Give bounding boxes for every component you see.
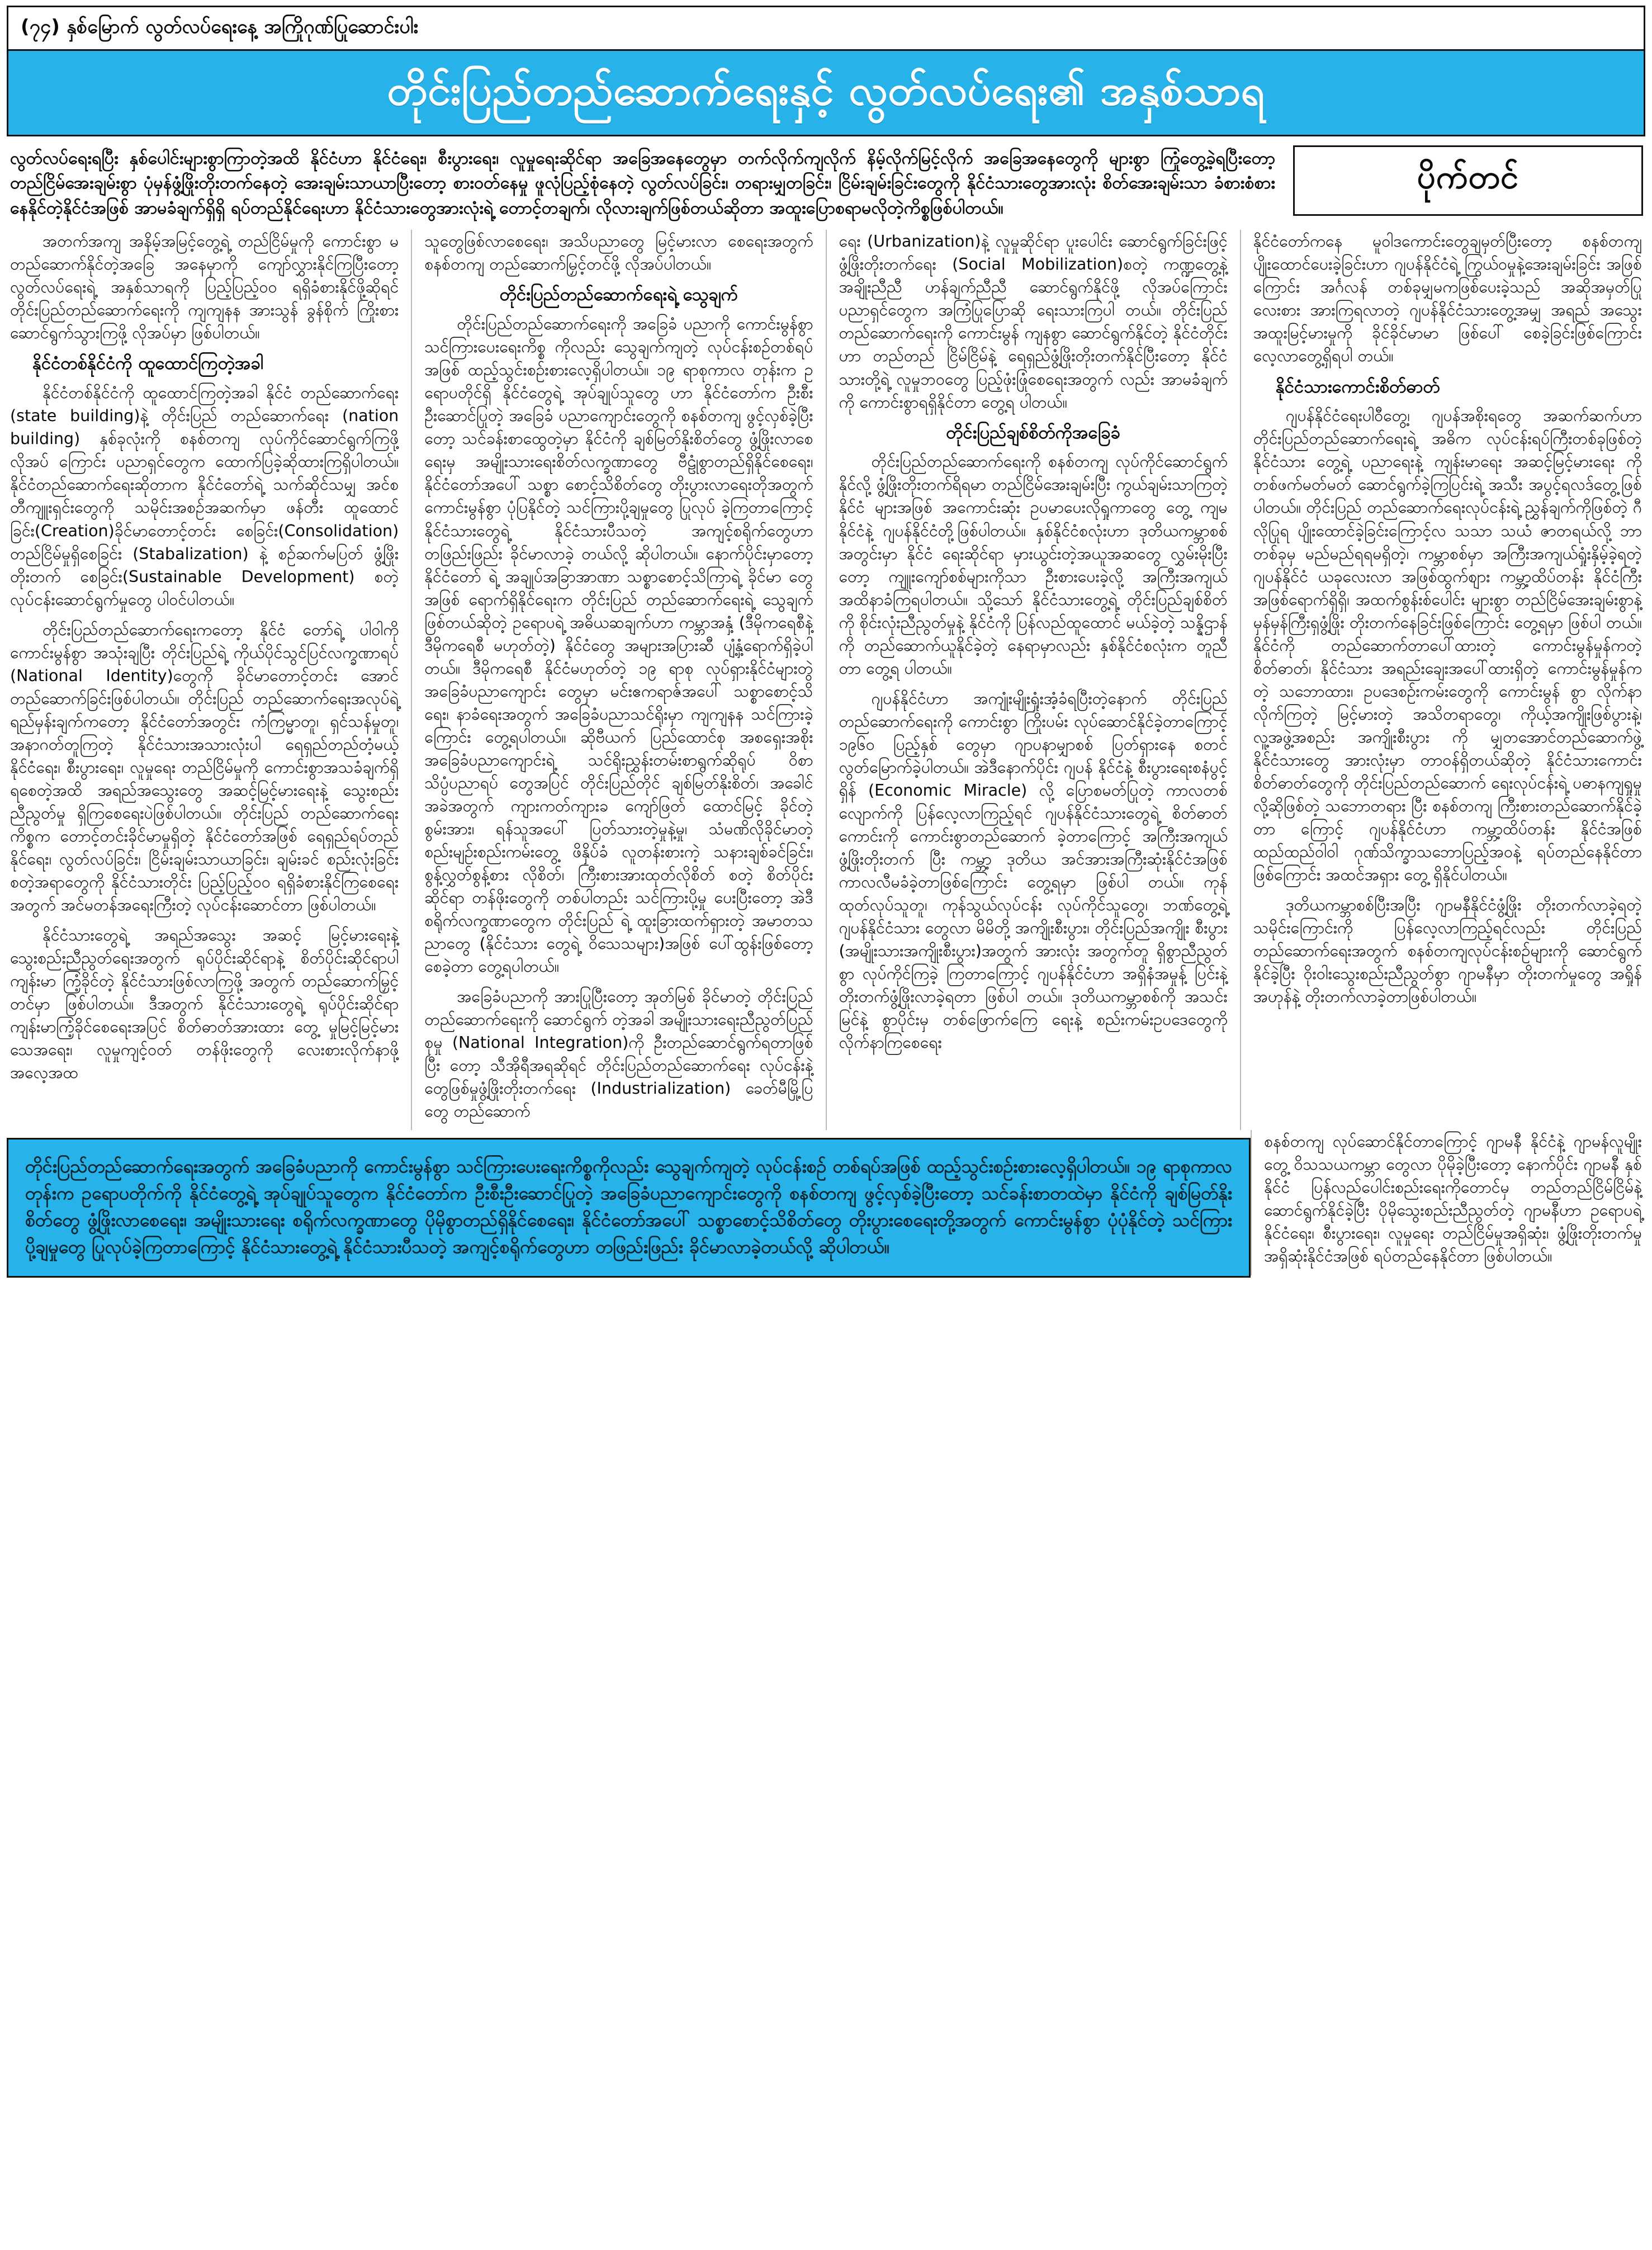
section-heading: နိုင်ငံတစ်နိုင်ငံကို ထူထောင်ကြတဲ့အခါ (32, 353, 264, 374)
standfirst-text: လွတ်လပ်ရေးရပြီး နှစ်ပေါင်းများစွာကြာတဲ့အထိ နိုင်ငံဟာ နိုင်ငံရေး၊ စီးပွားရေး၊ လူမှုရေးဆိုင်ရာ အခြေအနေတွေမှာ တက်လိုက်ကျလိုက် နိမ့်လိုက်မြင့်လိုက် အခြေအနေတွေကို များစွာ ကြုံတွေ့ခဲ့ရပြီးတော့ တည်ငြိမ်အေးချမ်းစွာ ပုံမှန်ဖွံ့ဖြိုးတိုးတက်နေတဲ့ အေးချမ်းသာယာပြီးတော့ စားဝတ်နေမှု ဖူလုံပြည့်စုံနေတဲ့ လွတ်လပ်ခြင်း၊ တရားမျှတခြင်း၊ ငြိမ်းချမ်းခြင်းတွေကို နိုင်ငံသားတွေအားလုံး စိတ်အေးချမ်းသာ ခံစားစံစားနေနိုင်တဲ့နိုင်ငံအဖြစ် အာမခံချက်ရှိရှိ ရပ်တည်နိုင်ရေးဟာ နိုင်ငံသားတွေအားလုံးရဲ့ တောင့်တချက်၊ လိုလားချက်ဖြစ်တယ်ဆိုတာ အထူးပြောစရာမလိုတဲ့ကိစ္စဖြစ်ပါတယ်။ (10, 148, 1275, 218)
paragraph: နိုင်ငံတစ်နိုင်ငံကို ထူထောင်ကြတဲ့အခါ နိုင်ငံ တည်ဆောက်ရေး (state building)နဲ့ တိုင်းပြည် တည်ဆောက်ရေး (nation building) နှစ်ခုလုံးကို စနစ်တကျ လုပ်ကိုင်ဆောင်ရွက်ကြဖို့ လိုအပ် ကြောင်း ပညာရှင်တွေက ထောက်ပြခဲ့ဆိုထားကြရှိပါတယ်။ နိုင်ငံတည်ဆောက်ရေးဆိုတာက နိုင်ငံတော်ရဲ့ သက်ဆိုင်သမျှ အင်စတီကျူးရှင်းတွေကို သမိုင်းအစဉ်အဆက်မှာ ဖန်တီး ထူထောင်ခြင်း(Creation)ခိုင်မာတောင့်တင်း စေခြင်း(Consolidation) တည်ငြိမ်မှုရှိစေခြင်း (Stabalization) နဲ့ စဉ်ဆက်မပြတ် ဖွံ့ဖြိုးတိုးတက် စေခြင်း(Sustainable Development) စတဲ့ လုပ်ငန်းဆောင်ရွက်မှုတွေ ပါဝင်ပါတယ်။ (10, 384, 399, 609)
paragraph: အတက်အကျ အနိမ့်အမြင့်တွေ့ရဲ့ တည်ငြိမ်မှုကို ကောင်းစွာ မတည်ဆောက်နိုင်တဲ့အခြေ အနေမှာကို ကျော်လွှားနိုင်ကြပြီးတော့ လွတ်လပ်ရေးရဲ့ အနှစ်သာရကို ပြည့်ပြည့်ဝဝ ရရှိခံစားနိုင်ဖို့ဆိုရင် တိုင်းပြည်တည်ဆောက်ရေးကို ကျကျနန အားသွန် ခွန်စိုက် ကြိုးစားဆောင်ရွက်သွားကြဖို့ လိုအပ်မှာ ဖြစ်ပါတယ်။ (10, 232, 399, 343)
paragraph: ဂျပန်နိုင်ငံဟာ အကျုံးမျိုးရှုံးအံ့ခံရပြီးတဲ့နောက် တိုင်းပြည်တည်ဆောက်ရေးကို ကောင်းစွာ ကြိုးပမ်း လုပ်ဆောင်နိုင်ခဲ့တာကြောင့် ၁၉၆၀ ပြည့်နှစ် တွေမှာ ဂျာပနာမျှာစစ် ပြတ်ရှားနေ စတင် လွတ်မြောက်ခဲ့ပါတယ်။ အဲဒီနောက်ပိုင်း ဂျပန် နိုင်ငံနဲ့ စီးပွားရေးစနံပွင့်ရှိန် (Economic Miracle) လို့ ပြောစမတ်ပြုတဲ့ ကာလတစ်လျောက်ကို ပြန်လေ့လာကြည့်ရင် ဂျပန်နိုင်ငံသားတွေရဲ့ စိတ်ဓာတ်ကောင်းကို ကောင်းစွာတည်ဆောက် ခဲ့တာကြောင့် အကြီးအကျယ် ဖွံ့ဖြိုးတိုးတက် ပြီး ကမ္ဘာ့ ဒုတိယ အင်အားအကြီးဆုံးနိုင်ငံအဖြစ် ကာလလီမခံခဲ့တာဖြစ်ကြောင်း တွေ့ရမှာ ဖြစ်ပါ တယ်။ ကုန်ထုတ်လုပ်သူတူ၊ ကုန်သွယ်လုပ်ငန်း လုပ်ကိုင်သူတွေ၊ ဘဏ်တွေ့ရဲ့ ဂျပန်နိုင်ငံသား တွေလာ မိမိတို့ အကျိုးစီးပွား၊ တိုင်းပြည်အကျိုး စီးပွား (အမျိုးသားအကျိုးစီးပွား)အတွက် အားလုံး အတွက်တူ ရှိစွာညီညွတ်စွာ လုပ်ကိုင်ကြခဲ့ ကြတာကြောင့် ဂျပန်နိုင်ငံဟာ အရှိနံအမှုန့် ပြင်းနဲ့ တိုးတက်ဖွံ့ဖြိုးလာခဲ့ရတာ ဖြစ်ပါ တယ်။ ဒုတိယကမ္ဘာစစ်ကို အသင်းမြင်နဲ့ စွာပိုင်းမှ တစ်ဖြောက်ကြေ ရေးနဲ့ စည်းကမ်းဥပဒေတွေကို လိုက်နာကြစေရေး (839, 689, 1228, 1052)
paragraph: သူတွေဖြစ်လာစေရေး၊ အသိပညာတွေ မြင့်မားလာ စေရေးအတွက် စနစ်တကျ တည်ဆောက်မြှင့်တင်ဖို့ လိုအပ်ပါတယ်။ (424, 232, 813, 274)
pullquote-box (7, 1138, 1251, 1278)
standfirst-row (7, 142, 1645, 227)
section-heading: နိုင်ငံသားကောင်းစိတ်ဓာတ် (1275, 376, 1440, 397)
paragraph: တိုင်းပြည်တည်ဆောက်ရေးကို အခြေခံ ပညာကို ကောင်းမွန်စွာ သင်ကြားပေးရေးကိစ္စ ကိုလည်း သွေချက်ကျတဲ့ လုပ်ငန်းစဉ်တစ်ရပ်အဖြစ် ထည့်သွင်းစဉ်းစားလေ့ရှိပါတယ်။ ၁၉ ရာစုကာလ တုန်းက ဥရောပတိုင်ရှိ နိုင်ငံတွေရဲ့ အုပ်ချုပ်သူတွေ ဟာ နိုင်ငံတော်က ဦးစီးဦးဆောင်ပြုတဲ့ အခြေခံ ပညာကျောင်းတွေကို စနစ်တကျ ဖွင့်လှစ်ခဲ့ပြီးတော့ သင်ခန်းစာထွေတဲ့မှာ နိုင်ငံကို ချစ်မြတ်နိုးစိတ်တွေ ဖွံ့ဖြိုးလာစေရေးမှ အမျိုးသားရေးစိတ်လက္ခဏာတွေ ဗီဠုံစွာတည်ရှိနိုင်စေရေး၊ နိုင်ငံတော်အပေါ် သစ္စာ စောင့်သိစိတ်တွေ တိုးပွားလာရေးတိုအတွက် ကောင်းမွန်စွာ ပုံပြနိုင်တဲ့ သင်ကြားပို့ချမှုတွေ ပြုလုပ် ခဲ့ကြတာကြောင့် နိုင်ငံသားတွေရဲ့ နိုင်ငံသားပီသတဲ့ အကျင့်စရိုက်တွေဟာ တဖြည်းဖြည်း ခိုင်မာလာခဲ့ တယ်လို့ ဆိုပါတယ်။ နောက်ပိုင်းမှာတော့ နိုင်ငံတော် ရဲ့ အချုပ်အခြာအာဏာ သစ္စာစောင့်သိကြာရဲ့ ခိုင်မာ တွေအဖြစ် ရောက်ရှိနိုင်ရေးက တိုင်းပြည် တည်ဆောက်ရေးရဲ့ သွေချက်ဖြစ်တယ်ဆိုတဲ့ ဥရောပရဲ့ အဓိယဆချက်ဟာ ကမ္ဘာအနှံ့ (ဒီမိုကရေစီနဲ့ ဒီမိုကရေစီ မဟုတ်တဲ့) နိုင်ငံတွေ အများအပြားဆီ ပျံ့နှံ့ရောက်ရှိခဲ့ပါတယ်။ ဒီမိုကရေစီ နိုင်ငံမဟုတ်တဲ့ ၁၉ ရာစု လုပ်ရှားနိုင်ငံများတွဲ အခြေခံပညာကျောင်း တွေမှာ မင်းဧကရာဇ်အပေါ် သစ္စာစောင့်သိရေး၊ နာခံရေးအတွက် အခြေခံပညာသင်ရိုးမှာ ကျကျနန သင်ကြားခဲ့ကြောင်း တွေ့ရပါတယ်။ ဆိုဗီယက် ပြည်ထောင်စု အစရှေးအစိုးအခြေခံပညာကျောင်းရဲ့ သင်ရိုးညွှန်းတမ်းစာရွက်ဆိုရုပ် ဝိစာ သိပ္ပံပညာရပ် တွေအပြင် တိုင်းပြည်တိုင် ချစ်မြတ်နိုးစိတ်၊ အခေါင် အခဲအတွက် ကျားကတ်ကျားခ ကျော်ဖြတ် ထောင်မြင့် ခိုင်တဲ့ စွမ်းအား၊ ရန်သူအပေါ် ပြတ်သားတဲ့မှုနဲ့မှု၊ သံမဏိလိုခိုင်မာတဲ့ စည်းမျဉ်းစည်းကမ်းတွေ့ ဖိနှိပ်ခံ လူတန်းစားကဲ့ သနားချစ်ခင်ခြင်း၊ စွန့်လွှတ်စွန့်စား လိုစိတ်၊ ကြီးစားအားထုတ်လိုစိတ် စတဲ့ စိတ်ပိုင်း ဆိုင်ရာ တန်ဖိုးတွေကို တစ်ပါတည်း သင်ကြားပို့မှု ပေးပြီးတော့ အဲဒီစရိုက်လက္ခဏာတွေက တိုင်းပြည် ရဲ့ ထူးခြားထက်ရှားတဲ့ အမာတသညာတွေ (နိုင်ငံသား တွေရဲ့ ဝိသေသများ)အဖြစ် ပေါ်ထွန်းဖြစ်တော့ စေခဲ့တာ တွေ့ရပါတယ်။ (424, 315, 813, 976)
page-title: တိုင်းပြည်တည်ဆောက်ရေးနှင့် လွတ်လပ်ရေး၏ အနှစ်သာရ (387, 66, 1265, 115)
kicker-text: (၇၄) နှစ်မြောက် လွတ်လပ်ရေးနေ့ အကြိုဂုဏ်ပြုဆောင်းပါး (21, 16, 419, 38)
paragraph: အခြေခံပညာကို အားပြုပြီးတော့ အုတ်မြစ် ခိုင်မာတဲ့ တိုင်းပြည်တည်ဆောက်ရေးကို ဆောင်ရွက် တဲ့အခါ အမျိုးသားရေးညီညွတ်ပြည်စုမှု (National Integration)ကို ဦးတည်ဆောင်ရွက်ရတာဖြစ်ပြီး တော့ သီအိုရီအရဆိုရင် တိုင်းပြည်တည်ဆောက်ရေး လုပ်ငန်းနဲ့ တွေဖြစ်မှုဖွံ့ဖြိုးတိုးတက်ရေး (Industrialization) ခေတ်မီမြို့ပြတွေ တည်ဆောက် (424, 987, 813, 1121)
article-column-1 (7, 230, 412, 1130)
paragraph: ဂျပန်နိုင်ငံရေးပါဝီတွေ့၊ ဂျပန်အစိုးရတွေ အဆက်ဆက်ဟာ တိုင်းပြည်တည်ဆောက်ရေးရဲ့ အဓိက လုပ်ငန်းရပ်ကြီးတစ်ခုဖြစ်တဲ့ နိုင်ငံသား တွေ့ရဲ့ ပညာရေးနဲ့ ကျန်းမာရေး အဆင့်မြင့်မားရေး ကို တစ်ဖက်မတ်မတ် ဆောင်ရွက်ခဲ့ကြပြင်းရဲ့ အသီး အပွင့်ရလဒ်တွေ့ဖြစ်ပါတယ်။ တိုင်းပြည် တည်ဆောက်ရေးလုပ်ငန်းရဲ့ ညွှန်ချက်ကိုဖြစ်တဲ့ ဂီလိုပြုရ ပျိုးထောင်ခဲ့ခြင်းကြောင့်လ သသာ သယံ ဇာတရယ်လို့ ဘာတစ်ခုမှ မည်မည်ရရမရှိတဲ့၊ ကမ္ဘာစစ်မှာ အကြီးအကျယ်ရှုံးနှိမ့်ခဲ့ရတဲ့ ဂျပန်နိုင်ငံ ယခုလေးလာ အဖြစ်ထွက်စျား ကမ္ဘာ့ထိပ်တန်း နိုင်ငံကြီးအဖြစ်ရောက်ရှိရှိ၊ အထက်စွန်းစ်ပေါင်း များစွာ တည်ငြိမ်အေးချမ်းစွာနဲ့ မှန်မှန်ကြီးရှဖွံ့ဖြိုး တိုးတက်နေခြင်းဖြစ်ကြောင်း တွေ့ရမှာ ဖြစ်ပါ တယ်။ နိုင်ငံကို တည်ဆောက်တာပေါ်ထားတဲ့ ကောင်းမွန်မှုန်ကတဲ့ စိတ်ဓာတ်၊ နိုင်ငံသား အရည်းချေးအပေါ်ထားရှိတဲ့ ကောင်းမွန်မှုန်ကတဲ့ သဘောထား၊ ဥပဒေစဉ်းကမ်းတွေကို ကောင်းမွန် စွာ လိုက်နာလိုက်ကြတဲ့ မြင့်မားတဲ့ အသိတရာတွေ၊ ကိုယ့်အကျိုးဖြစ်ပွားနဲ့၊ လူ့အဖွဲ့အစည်း အကျိုးစီးပွား ကို မျှတအောင်တည်ဆောက်ဖွဲ့ နိုင်ငံသားတွေ အားလုံးမှာ တာဝန်ရှိတယ်ဆိုတဲ့ နိုင်ငံသားကောင်း စိတ်ဓာတ်တွေကို တိုင်းပြည်တည်ဆောက် ရေးလုပ်ငန်းရဲ့ ပဓာနကျရှုမှုလို့ဆိုဖြစ်တဲ့ သဘောတရား ပြီး စနစ်တကျ ကြီးစားတည်ဆောက်နိုင်ခဲ့တာ ကြောင့် ဂျပန်နိုင်ငံဟာ ကမ္ဘာ့ထိပ်တန်း နိုင်ငံအဖြစ် ထည်ထည်ဝါဝါ ဂုဏ်သိက္ခာသဘောပြည့်အဝနဲ့ ရပ်တည်နေနိုင်တာဖြစ်ကြောင်း အထင်အရှား တွေ့ ရှိနိုင်ပါတယ်။ (1253, 406, 1642, 884)
article-column-3 (827, 230, 1241, 1130)
section-heading: တိုင်းပြည်တည်ဆောက်ရေးရဲ့ သွေချက် (499, 285, 739, 305)
section-heading: တိုင်းပြည်ချစ်စိတ်ကိုအခြေခံ (946, 422, 1121, 443)
article-body (7, 229, 1645, 1130)
paragraph: စနစ်တကျ လုပ်ဆောင်နိုင်တာကြောင့် ဂျာမနီ နိုင်ငံနဲ့ ဂျာမန်လူမျိုးတွေ့ ဝိသသယကမ္ဘာ တွေလာ ပိုမိုခဲ့ပြီးတော့ နောက်ပိုင်း ဂျာမနီ နှစ်နိုင်ငံ ပြန်လည်ပေါင်းစည်းရေးကိုတောင်မှ တည်တည်ငြိမ်ငြိမ်နဲ့ ဆောင်ရွက်နိုင်ခဲ့ပြီး ပိုမိုသွေးစည်းညီညွတ်တဲ့ ဂျာမနီဟာ ဥရောပရဲ့ နိုင်ငံရေး၊ စီးပွားရေး၊ လူမှုရေး တည်ငြိမ်မှုအရှိဆုံး၊ ဖွံ့ဖြိုးတိုးတက်မှု အရှိဆုံးနိုင်ငံအဖြစ် ရပ်တည်နေနိုင်တာ ဖြစ်ပါတယ်။ (1264, 1132, 1642, 1266)
pullquote-text: တိုင်းပြည်တည်ဆောက်ရေးအတွက် အခြေခံပညာကို ကောင်းမွန်စွာ သင်ကြားပေးရေးကိစ္စကိုလည်း သွေချက်ကျတဲ့ လုပ်ငန်းစဉ် တစ်ရပ်အဖြစ် ထည့်သွင်းစဉ်းစားလေ့ရှိပါတယ်။ ၁၉ ရာစုကာလတုန်းက ဥရောပတိုက်ကို နိုင်ငံတွေ့ရဲ့ အုပ်ချုပ်သူတွေက နိုင်ငံတော်က ဦးစီးဦးဆောင်ပြုတဲ့ အခြေခံပညာကျောင်းတွေကို စနစ်တကျ ဖွင့်လှစ်ခဲ့ပြီးတော့ သင်ခန်းစာတထဲမှာ နိုင်ငံကို ချစ်မြတ်နိုးစိတ်တွေ ဖွံ့ဖြိုးလာစေရေး၊ အမျိုးသားရေး စရိုက်လက္ခဏာတွေ ပိုမိုစွာတည်ရှိနိုင်စေရေး၊ နိုင်ငံတော်အပေါ် သစ္စာစောင့်သိစိတ်တွေ တိုးပွားစေရေးတို့အတွက် ကောင်းမွန်စွာ ပုံပုံနိုင်တဲ့ သင်ကြားပို့ချမှုတွေ ပြုလုပ်ခဲ့ကြတာကြောင့် နိုင်ငံသားတွေ့ရဲ့ နိုင်ငံသားပီသတဲ့ အကျင့်စရိုက်တွေဟာ တဖြည်းဖြည်း ခိုင်မာလာခဲ့တယ်လို့ ဆိုပါတယ်။ (25, 1156, 1232, 1258)
paragraph: နိုင်ငံသားတွေရဲ့ အရည်အသွေး အဆင့် မြင့်မားရေးနဲ့ သွေးစည်းညီညွတ်ရေးအတွက် ရုပ်ပိုင်းဆိုင်ရာနဲ့ စိတ်ပိုင်းဆိုင်ရာပါ ကျန်းမာ ကြံ့ခိုင်တဲ့ နိုင်ငံသားဖြစ်လာကြဖို့ အတွက် တည်ဆောက်မြှင့်တင်မှာ ဖြစ်ပါတယ်။ ဒီအတွက် နိုင်ငံသားတွေရဲ့ ရုပ်ပိုင်းဆိုင်ရာ ကျန်းမာကြံ့ခိုင်စေရေးအပြင် စိတ်ဓာတ်အားထား တွေ့ မှုမြင့်မြင့်မားသေအရေး၊ လူမှုကျင့်ဝတ် တန်ဖိုးတွေကို လေးစားလိုက်နာဖို့ အလေ့အထ (10, 926, 399, 1083)
paragraph: ဒုတိယကမ္ဘာစစ်ပြီးအပြီး ဂျာမနီနိုင်ငံဖွံ့ဖြိုး တိုးတက်လာခဲ့ရတဲ့ သမိုင်းကြောင်းကို ပြန်လေ့လာကြည့်ရင်လည်း တိုင်းပြည် တည်ဆောက်ရေးအတွက် စနစ်တကျလုပ်ငန်းစဉ်များကို ဆောင်ရွက်နိုင်ခဲ့ပြီး ဝိုးဝါးသွေးစည်းညီညွတ်စွာ ဂျာမနီမှာ တိုးတက်မှုတွေ အရှိုန်အဟုန်နဲ့ တိုးတက်လာခဲ့တာဖြစ်ပါတယ်။ (1253, 896, 1642, 1006)
masthead (7, 49, 1645, 136)
article-column-2 (412, 230, 826, 1130)
pullquote-column (7, 1130, 1251, 1278)
paragraph: တိုင်းပြည်တည်ဆောက်ရေးကို စနစ်တကျ လုပ်ကိုင်ဆောင်ရွက်နိုင်လို့ ဖွံ့ဖြိုးတိုးတက်ရိရမာ တည်ငြိမ်အေးချမ်းပြီး ကွယ်ချမ်းသာကြတဲ့ နိုင်ငံ များအဖြစ် အကောင်းဆုံး ဥပမာပေးလိုရှုကာတွေ တွေ့ ကျမနိုင်ငံနဲ့ ဂျပန်နိုင်ငံတို့ဖြစ်ပါတယ်။ နှစ်နိုင်ငံစလုံးဟာ ဒုတိယကမ္ဘာစစ်အတွင်းမှာ နိုင်ငံ ရေးဆိုင်ရာ မှားယွင်းတဲ့အယူအဆတွေ လွှမ်းမိုးပြီး တော့ ကျူးကျော်စစ်များကိုသာ ဦးစားပေးခဲ့လို့ အကြီးအကျယ် အထိနာခံကြရပါတယ်။ သို့သော် နိုင်ငံသားတွေ့ရဲ့ တိုင်းပြည်ချစ်စိတ်ကို စိုင်းလုံးညီညွတ်မှုနဲ့ နိုင်ငံကို ပြန်လည်ထူထောင် မယ်ခဲ့တဲ့ သန္နိဌာန်ကို တည်ဆောက်ယူနိုင်ခဲ့တဲ့ နေရာမှာလည်း နှစ်နိုင်ငံစလုံးက တူညီတာ တွေ့ရ ပါတယ်။ (839, 452, 1228, 678)
kicker-bar (7, 6, 1645, 49)
bottom-row (7, 1130, 1645, 1278)
paragraph: ရေး (Urbanization)နဲ့ လူမှုဆိုင်ရာ ပူးပေါင်း ဆောင်ရွက်ခြင်းဖြင့် ဖွံ့ဖြိုးတိုးတက်ရေး (Social Mobilization)စတဲ့ ကဏ္ဍတွေ့နဲ့ အချိုးညီညီ ဟန်ချက်ညီညီ ဆောင်ရွက်နိုင်ဖို့ လိုအပ်ကြောင်း ပညာရှင်တွေက အကြံပြုပြောဆို ရေးသားကြပါ တယ်။ တိုင်းပြည်တည်ဆောက်ရေးကို ကောင်းမွန် ကျနစွာ ဆောင်ရွက်နိုင်တဲ့ နိုင်ငံတိုင်းဟာ တည်တည် ငြိမ်ငြိမ်နဲ့ ရေရှည်ဖွံ့ဖြိုးတိုးတက်နိုင်ပြီးတော့ နိုင်ငံ သားတို့ရဲ့ လူမှုဘဝတွေ ပြည့်ဖုံးဖြုံစေရေးအတွက် လည်း အာမခံချက်ကို ကောင်းစွာရရှိနိုင်တာ တွေ့ရ ပါတယ်။ (839, 232, 1228, 412)
article-column-4 (1241, 230, 1645, 1130)
paragraph: တိုင်းပြည်တည်ဆောက်ရေးကတော့ နိုင်ငံ တော်ရဲ့ ပါဝါကို ကောင်းမွန်စွာ အသုံးချပြီး တိုင်းပြည်ရဲ့ ကိုယ်ပိုင်သွင်ပြင်လက္ခဏာရပ် (National Identity)တွေကို ခိုင်မာတောင့်တင်း အောင် တည်ဆောက်ခြင်းဖြစ်ပါတယ်။ တိုင်းပြည် တည်ဆောက်ရေးအလုပ်ရဲ့ ရည်မှန်းချက်ကတော့ နိုင်ငံတော်အတွင်း ကံကြမ္မာတူ၊ ရှင်သန်မှုတူ၊ အနာဂတ်တူကြတဲ့ နိုင်ငံသားအသားလုံးပါ ရေရှည်တည်တံ့မယ့် နိုင်ငံရေး၊ စီးပွားရေး၊ လူမှုရေး တည်ငြိမ်မှုကို ကောင်းစွာအသခံချက်ရှိရစေတဲ့အထိ အရည်အသွေးတွေ အဆင့်မြင့်မားရေးနဲ့ သွေးစည်း ညီညွတ်မှု ရှိကြစေရေးပဲဖြစ်ပါတယ်။ တိုင်းပြည် တည်ဆောက်ရေးကိစ္စက တောင့်တင်းခိုင်မာမှုရှိတဲ့ နိုင်ငံတော်အဖြစ် ရေရှည်ရပ်တည်နိုင်ရေး၊ လွတ်လပ်ခြင်း၊ ငြိမ်းချမ်းသာယာခြင်း၊ ချမ်းခင် စည်းလုံးခြင်း စတဲ့အရာတွေကို နိုင်ငံသားတိုင်း ပြည့်ပြည့်ဝဝ ရရှိခံစားနိုင်ကြစေရေးအတွက် အင်မတန်အရေးကြီးတဲ့ လုပ်ငန်းဆောင်တာ ဖြစ်ပါတယ်။ (10, 620, 399, 914)
article-column-4-tail (1251, 1130, 1645, 1275)
byline-author: ပိုက်တင် (1417, 158, 1520, 196)
byline-box (1293, 145, 1643, 216)
paragraph: နိုင်ငံတော်ကနေ မူဝါဒကောင်းတွေချမှတ်ပြီးတော့ စနစ်တကျ ပျိုးထောင်ပေးခဲ့ခြင်းဟာ ဂျပန်နိုင်ငံရဲ့ ကြွယ်ဝမှုနဲ့အေးချမ်းခြင်း အဖြစ်ကြောင်း အင်္ဂလန် တစ်ခုမျှမကဖြစ်ပေးခဲ့သည် အဆိုအမှတ်ပြု လေးစား အားကြရလာတဲ့ ဂျပန်နိုင်ငံသားတွေ့အမျှ အရည် အသွေးအထူးမြင့်မားမှုကို ခိုင်ခိုင်မာမာ ဖြစ်ပေါ် စေခဲ့ခြင်းဖြစ်ကြောင်း လေ့လာတွေ့ရှိရပါ တယ်။ (1253, 232, 1642, 366)
